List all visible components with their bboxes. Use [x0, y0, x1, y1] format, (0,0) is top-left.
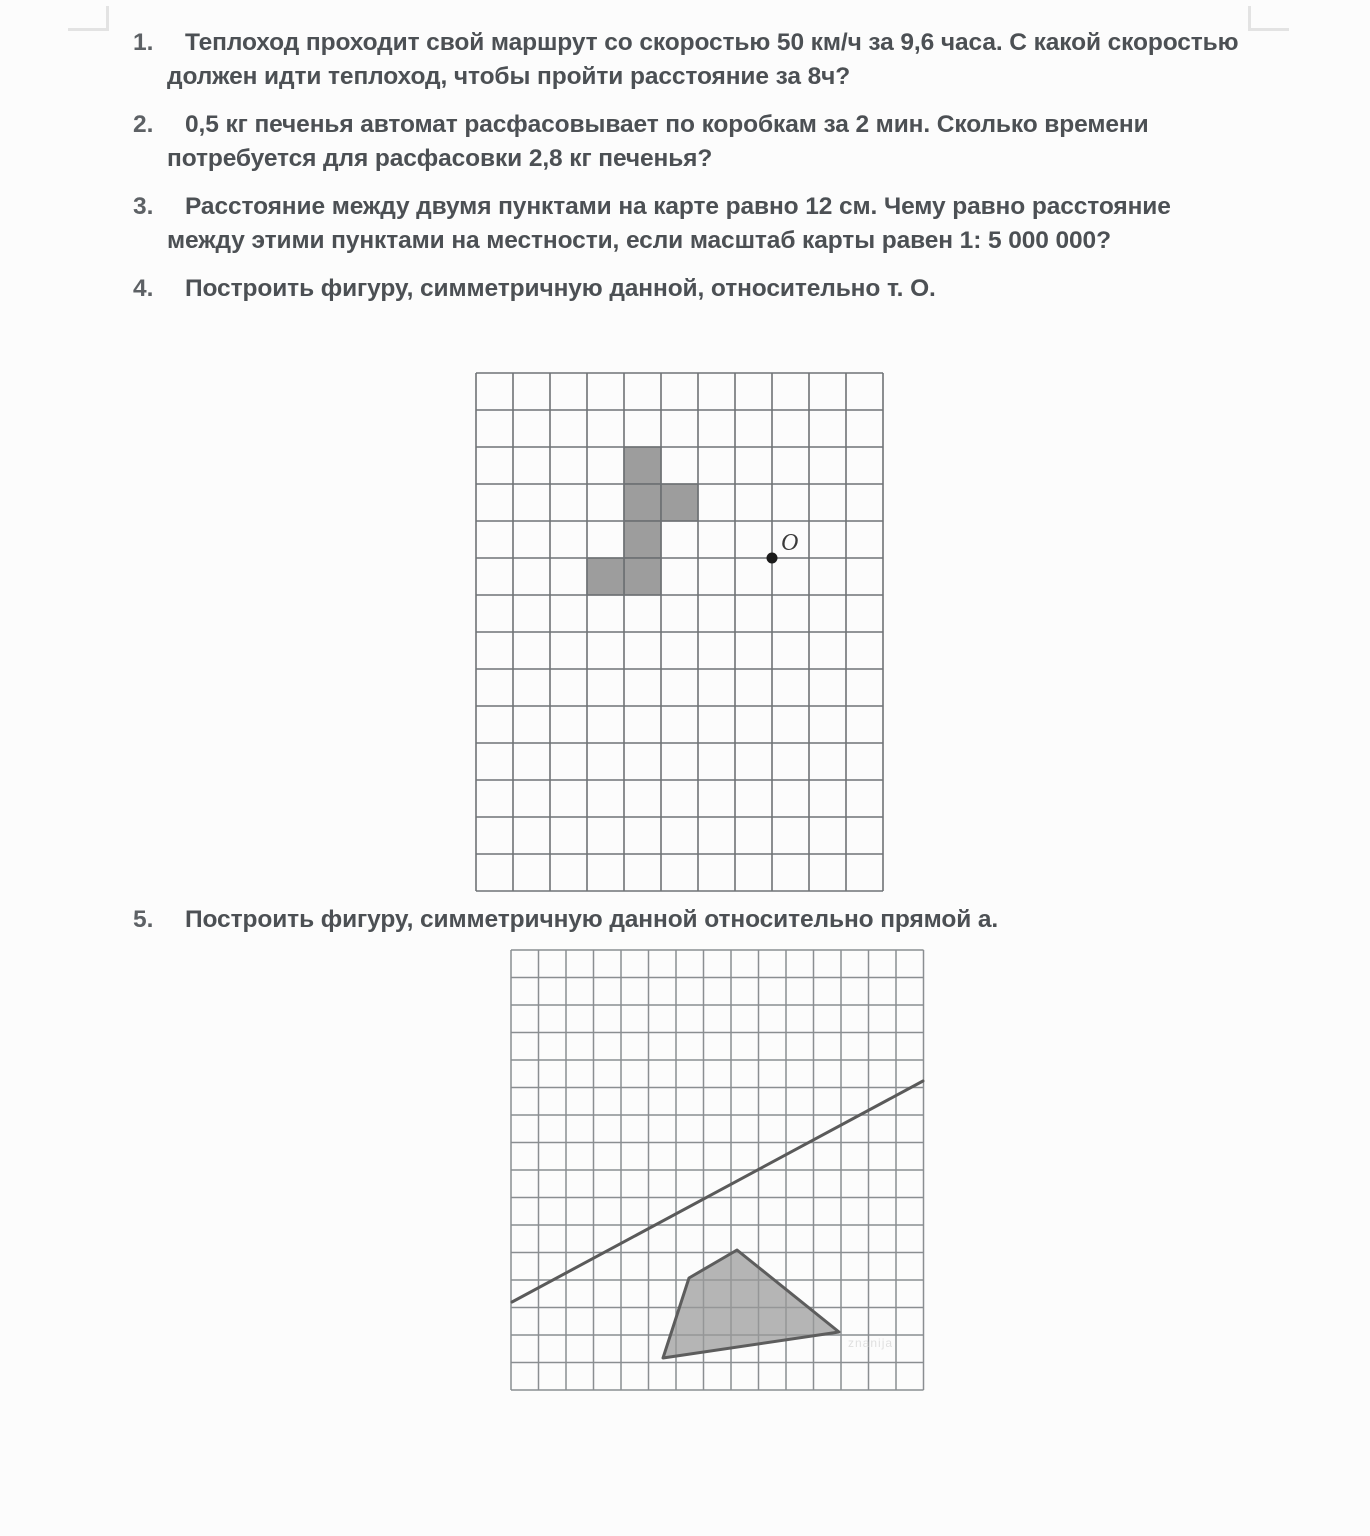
shaded-cell [661, 484, 698, 521]
shaded-cell [587, 558, 624, 595]
problem-text: Построить фигуру, симметричную данной, относительно т. О. [185, 275, 936, 302]
problem-number: 5. [133, 906, 154, 933]
shaded-cell [624, 521, 661, 558]
point-O-marker [767, 553, 778, 564]
problem-text: Расстояние между двумя пунктами на карте равно 12 см. Чему равно расстояние между этими пунктами на местности, если масштаб карты равен 1: 5 000 000? [167, 193, 1171, 254]
crop-mark-top-left [68, 6, 109, 31]
shaded-cell [624, 484, 661, 521]
problem-number: 1. [133, 29, 154, 56]
problem-text: Теплоход проходит свой маршрут со скоростью 50 км/ч за 9,6 часа. С какой скоростью должен идти теплоход, чтобы пройти расстояние за 8ч? [167, 29, 1239, 90]
problem-item-1 [133, 26, 1243, 94]
problem-list [133, 26, 1243, 320]
shaded-cell [624, 447, 661, 484]
crop-mark-top-right [1248, 6, 1289, 31]
site-watermark: znanija [848, 1336, 894, 1350]
grid-canvas-point-symmetry [474, 371, 886, 894]
problem-number: 4. [133, 275, 154, 302]
problem-text: Построить фигуру, симметричную данной относительно прямой а. [185, 906, 999, 933]
quadrilateral-shape [663, 1250, 839, 1358]
problem-list-continued [133, 903, 1243, 951]
problem-number: 3. [133, 193, 154, 220]
problem-text: 0,5 кг печенья автомат расфасовывает по коробкам за 2 мин. Сколько времени потребуется для расфасовки 2,8 кг печенья? [167, 111, 1149, 172]
grid-canvas-line-symmetry [509, 948, 930, 1397]
figure-line-symmetry [509, 948, 930, 1397]
point-O-label: O [781, 530, 799, 556]
problem-item-2 [133, 108, 1243, 176]
figure-point-symmetry [474, 371, 886, 894]
shaded-cell [624, 558, 661, 595]
problem-number: 2. [133, 111, 154, 138]
problem-item-5 [133, 903, 1243, 937]
problem-item-3 [133, 190, 1243, 258]
problem-item-4 [133, 272, 1243, 306]
